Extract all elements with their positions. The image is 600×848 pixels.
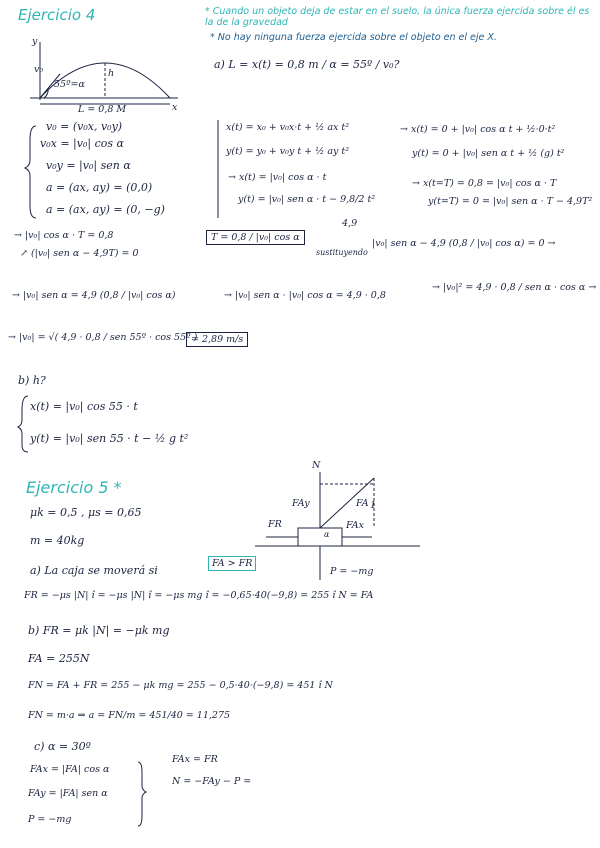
diagram-angle-label: 55º=α: [54, 79, 85, 90]
step-v0-squared: → |v₀|² = 4,9 · 0,8 / sen α · cos α →: [432, 282, 597, 293]
eq-x-general: x(t) = x₀ + v₀x·t + ½ ax t²: [226, 122, 350, 133]
ex5-c-title: c) α = 30º: [34, 740, 91, 753]
ex4-note-no-x-force: * No hay ninguna fuerza ejercida sobre el objeto en el eje X.: [210, 32, 497, 43]
eq-y-simpl: y(t) = |v₀| sen α · t − 9,8/2 t²: [238, 194, 376, 205]
b-brace: [18, 396, 28, 452]
ex4-title: Ejercicio 4: [18, 6, 96, 24]
part-b-title: b) h?: [18, 374, 46, 387]
diagram-FA-label: FA: [356, 498, 369, 509]
comp-v0x: v₀x = |v₀| cos α: [40, 137, 124, 150]
ex5-coefficients: μk = 0,5 , μs = 0,65: [30, 506, 142, 519]
ex5-b-fn: FN = FA + FR = 255 − μk mg = 255 − 0,5·40·(−9,8) = 451 î N: [28, 680, 333, 691]
diagram-v0-label: v₀: [34, 64, 44, 75]
ex5-c-p: P = −mg: [28, 814, 72, 825]
ex5-c-normal: N = −FAy − P =: [172, 776, 252, 787]
step-substituted: |v₀| sen α − 4,9 (0,8 / |v₀| cos α) = 0 →: [372, 238, 556, 249]
comp-a-zero: a = (ax, ay) = (0,0): [46, 181, 153, 194]
diagram-FAx-label: FAx: [346, 520, 364, 531]
diagram-N-label: N: [312, 460, 321, 471]
diagram-P-label: P = −mg: [330, 566, 374, 577]
b-eq-x: x(t) = |v₀| cos 55 · t: [30, 400, 138, 413]
ex5-title: Ejercicio 5 *: [26, 478, 122, 497]
eq-note-49: 4,9: [342, 218, 358, 229]
step-product: → |v₀| sen α · |v₀| cos α = 4,9 · 0,8: [224, 290, 386, 301]
c-brace: [138, 762, 146, 826]
ex5-c-fax: FAx = |FA| cos α: [30, 764, 110, 775]
diagram-one-label: 1: [370, 500, 377, 511]
eq-x-simpl: → x(t) = |v₀| cos α · t: [228, 172, 327, 183]
step-substituting: sustituyendo: [316, 248, 368, 257]
eq-y-T: y(t=T) = 0 = |v₀| sen α · T − 4,9T²: [428, 196, 593, 207]
b-eq-y: y(t) = |v₀| sen 55 · t − ½ g t²: [30, 432, 189, 445]
diagram-FR-label: FR: [268, 519, 282, 530]
step-y-T: ↗ (|v₀| sen α − 4,9T) = 0: [20, 248, 139, 259]
result-v0-boxed: = 2,89 m/s: [186, 332, 248, 347]
box: [298, 528, 342, 546]
eq-x-T: → x(t=T) = 0,8 = |v₀| cos α · T: [412, 178, 557, 189]
eq-y-general: y(t) = y₀ + v₀y t + ½ ay t²: [226, 146, 350, 157]
ex5-a-eq: FR = −μs |N| î = −μs |N| î = −μs mg î = −0,65·40(−9,8) = 255 î N = FA: [24, 590, 374, 601]
ex5-a-text: a) La caja se moverá si: [30, 564, 158, 577]
diagram-alpha-label: α: [324, 530, 330, 539]
comp-v0: v₀ = (v₀x, v₀y): [46, 120, 123, 133]
ex5-mass: m = 40kg: [30, 534, 85, 547]
step-v0-root: → |v₀| = √( 4,9 · 0,8 / sen 55º · cos 55º ): [8, 332, 198, 343]
ex5-b-text: b) FR = μk |N| = −μk mg: [28, 624, 170, 637]
comp-a-gravity: a = (ax, ay) = (0, −g): [46, 203, 165, 216]
part-a-statement: a) L = x(t) = 0,8 m / α = 55º / v₀?: [214, 58, 400, 71]
comps-brace: [25, 126, 36, 218]
eq-x-sub: → x(t) = 0 + |v₀| cos α t + ½·0·t²: [400, 124, 556, 135]
diagram-L-label: L = 0,8 M: [78, 104, 127, 115]
ex5-c-fay: FAy = |FA| sen α: [28, 788, 108, 799]
comp-v0y: v₀y = |v₀| sen α: [46, 159, 131, 172]
step-sen-eq: → |v₀| sen α = 4,9 (0,8 / |v₀| cos α): [12, 290, 176, 301]
ex5-c-fax-fr: FAx = FR: [172, 754, 218, 765]
ex5-a-condition: FA > FR: [208, 556, 256, 571]
ex5-b-fa: FA = 255N: [28, 652, 90, 665]
ex4-note-gravity: * Cuando un objeto deja de estar en el suelo, la única fuerza ejercida sobre él es la de la gravedad: [205, 6, 590, 28]
diagram-y-label: y: [32, 36, 38, 47]
diagram-FAy-label: FAy: [292, 498, 310, 509]
step-T-boxed: T = 0,8 / |v₀| cos α: [206, 230, 305, 245]
eq-y-sub: y(t) = 0 + |v₀| sen α t + ½ (g) t²: [412, 148, 565, 159]
diagram-x-label: x: [172, 102, 178, 113]
ex5-b-acc: FN = m·a ⇒ a = FN/m = 451/40 = 11,275: [28, 710, 231, 721]
projectile-diagram: [30, 42, 178, 104]
diagram-h-label: h: [108, 68, 115, 79]
step-x-T: → |v₀| cos α · T = 0,8: [14, 230, 114, 241]
